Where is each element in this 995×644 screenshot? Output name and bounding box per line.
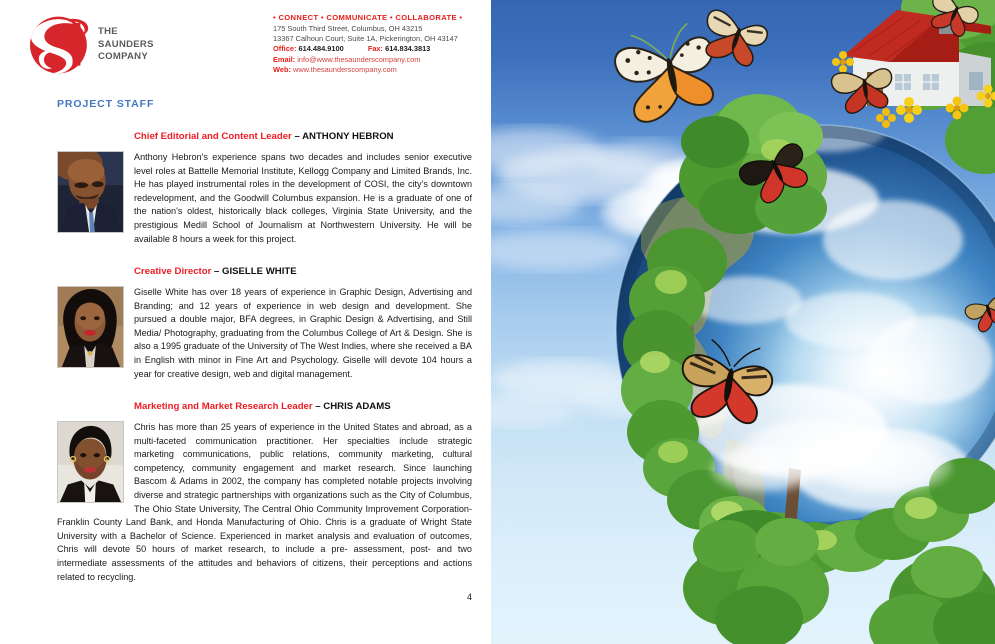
email-label: Email: — [273, 55, 296, 64]
address-line-2: 13367 Calhoun Court, Suite 1A, Pickerington, OH 43147 — [273, 34, 458, 44]
staff-bio: Giselle White has over 18 years of experience in Graphic Design, Advertising and Branding; and 12 years of experience in web design and development. She pursued a double major, BFA degrees, in Graphic Design & Advertising, and Still Media/ Photography, graduating from the Columbus College of Art & Design. She is also a 1995 graduate of the University of The West Indies, where she received a BA in English with minor in Fine Art and Psychology. Giselle will devote 104 hours a year for creative design, web and digital management. — [134, 287, 472, 379]
brand-line-2: SAUNDERS — [98, 38, 154, 50]
staff-entry — [57, 401, 472, 584]
staff-heading — [57, 131, 472, 143]
portrait-giselle-white — [57, 286, 124, 368]
staff-entry — [57, 131, 472, 246]
phone-line — [273, 44, 488, 55]
staff-separator: – — [291, 131, 303, 142]
brand-lockup — [28, 14, 154, 76]
page-number: 4 — [466, 592, 472, 602]
email-line — [273, 55, 488, 65]
address-line-1: 175 South Third Street, Columbus, OH 43215 — [273, 24, 423, 33]
fax-label: Fax: — [367, 44, 384, 54]
staff-bio: Chris has more than 25 years of experience in the United States and abroad, as a multi-faceted communication practitioner. Her specialties include strategic marketing communications, public relations, community marketing, cultural competency, community engagement and market research. Since launching Bascom & Adams in 2002, the company has completed notable projects involving diverse and strategic partnerships with organizations such as the City of Columbus, The Ohio State University, The Central Ohio Community Improvement Corporation-Franklin County Land Bank, and Honda Manufacturing of Ohio. Chris is a graduate of Wright State University with a Bachelor of Science. Experienced in market analysis and evaluation of outcomes, Chris will devote 50 hours of market research, to include a pre- assessment, post- and two intermediate assessments of the attitudes and behaviors of citizens, their perceptions and actions related to recycling. — [57, 422, 472, 582]
staff-separator: – — [211, 266, 222, 277]
staff-role: Chief Editorial and Content Leader — [134, 131, 292, 142]
email-address[interactable]: info@www.thesaunderscompany.com — [297, 55, 421, 64]
staff-separator: – — [312, 401, 324, 412]
staff-heading — [57, 266, 472, 278]
staff-entry — [57, 266, 472, 381]
website-url[interactable]: www.thesaunderscompany.com — [293, 65, 397, 75]
document-header — [0, 0, 491, 92]
staff-heading — [57, 401, 472, 413]
brand-line-3: COMPANY — [98, 51, 148, 63]
office-number: 614.484.9100 — [298, 44, 344, 54]
page-title: PROJECT STAFF — [57, 98, 155, 110]
staff-name: CHRIS ADAMS — [323, 401, 391, 412]
saunders-swirl-s-logo-icon — [28, 14, 94, 76]
contact-info-block — [273, 13, 488, 76]
office-label: Office: — [273, 44, 297, 54]
portrait-anthony-hebron — [57, 151, 124, 233]
brand-line-1: THE — [98, 26, 118, 38]
staff-role: Creative Director — [134, 266, 212, 277]
staff-name: ANTHONY HEBRON — [302, 131, 394, 142]
eco-earth-photo — [491, 0, 995, 644]
document-column — [0, 0, 491, 644]
hanging-tree-right — [869, 546, 995, 644]
web-label: Web: — [273, 65, 291, 75]
brand-wordmark — [98, 26, 154, 64]
portrait-chris-adams — [57, 421, 124, 503]
portrait-image — [58, 422, 123, 502]
staff-name: GISELLE WHITE — [222, 266, 297, 277]
butterfly-large — [610, 19, 724, 125]
portrait-image — [58, 287, 123, 367]
staff-bio: Anthony Hebron's experience spans two decades and includes senior executive level roles at Battelle Memorial Institute, Kellogg Company and Limited Brands, Inc. He has played instrumental roles in the development of COSI, the city's downtown redevelopment, and the Goodwill Columbus expansion. He is a graduate of one of the nation's oldest, historically black colleges, Virginia State University, and the prestigious Medill School of Journalism at Northwestern University. He will be available 8 hours a week for this project. — [134, 152, 472, 244]
staff-role: Marketing and Market Research Leader — [134, 401, 313, 412]
fax-number: 614.834.3813 — [385, 44, 431, 54]
web-line — [273, 65, 488, 75]
company-tagline: • CONNECT • COMMUNICATE • COLLABORATE • — [273, 13, 463, 22]
portrait-image — [58, 152, 123, 232]
eco-earth-illustration — [491, 0, 995, 644]
